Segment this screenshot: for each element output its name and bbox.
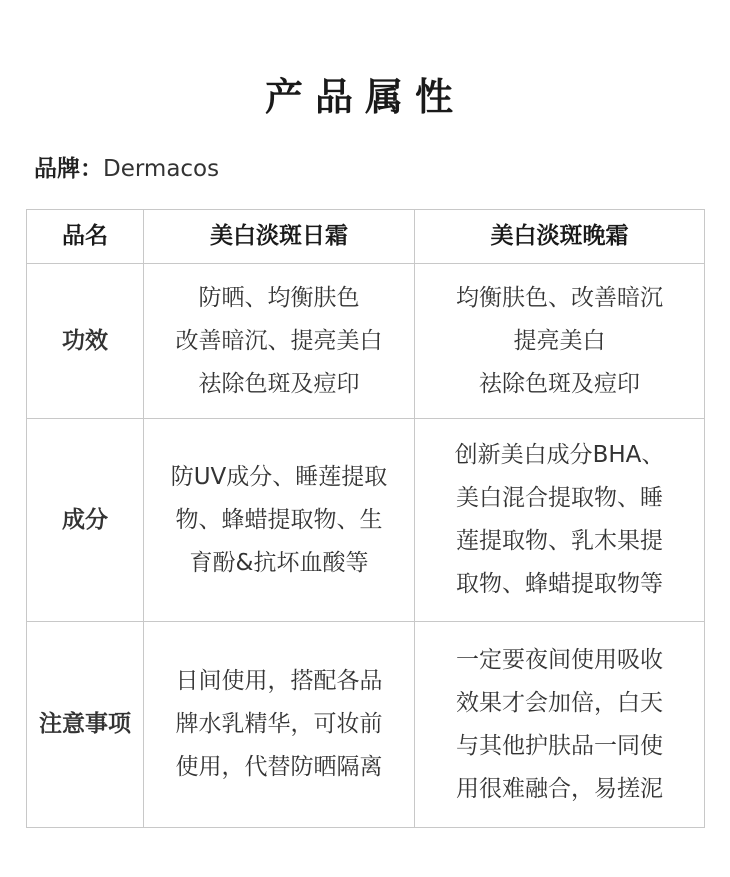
brand-value: Dermacos [103,156,220,182]
header-night-cream: 美白淡斑晚霜 [415,210,705,264]
brand-label: 品牌： [34,156,103,182]
day-cream-effect [144,264,415,419]
day-cream-ingredients [144,419,415,622]
text-line: 防UV成分、睡莲提取 [170,463,388,490]
row-label-ingredients: 成分 [27,419,144,622]
text-line: 效果才会加倍，白天 [456,689,663,716]
text-line: 用很难融合，易搓泥 [456,775,663,802]
text-line: 祛除色斑及痘印 [198,370,360,397]
night-cream-notes [415,622,705,828]
text-line: 一定要夜间使用吸收 [456,646,663,673]
text-line: 取物、蜂蜡提取物等 [456,571,663,597]
table-row-notes [27,622,705,828]
text-line: 祛除色斑及痘印 [479,370,640,397]
table-row-effect [27,264,705,419]
page-title: 产品属性 [264,75,465,119]
row-label-effect: 功效 [27,264,144,419]
text-line: 防晒、均衡肤色 [198,284,360,311]
text-line: 改善暗沉、提亮美白 [175,327,383,354]
text-line: 创新美白成分BHA、 [454,442,665,468]
text-line: 与其他护肤品一同使 [456,732,663,759]
text-line: 物、蜂蜡提取物、生 [175,506,383,533]
header-day-cream: 美白淡斑日霜 [144,210,415,264]
text-line: 育酚&抗坏血酸等 [189,549,369,576]
text-line: 提亮美白 [513,327,606,354]
row-label-notes: 注意事项 [27,622,144,828]
text-line: 均衡肤色、改善暗沉 [456,284,663,311]
table-header-row [27,210,705,264]
night-cream-effect [415,264,705,419]
header-product-name: 品名 [27,210,144,264]
table-row-ingredients [27,419,705,622]
day-cream-notes [144,622,415,828]
text-line: 美白混合提取物、睡 [456,485,663,511]
product-attributes-table [26,209,705,828]
text-line: 日间使用，搭配各品 [175,668,383,694]
brand-line [34,150,219,183]
text-line: 牌水乳精华，可妆前 [175,711,383,737]
night-cream-ingredients [415,419,705,622]
text-line: 使用，代替防晒隔离 [175,754,383,780]
text-line: 莲提取物、乳木果提 [456,528,663,554]
